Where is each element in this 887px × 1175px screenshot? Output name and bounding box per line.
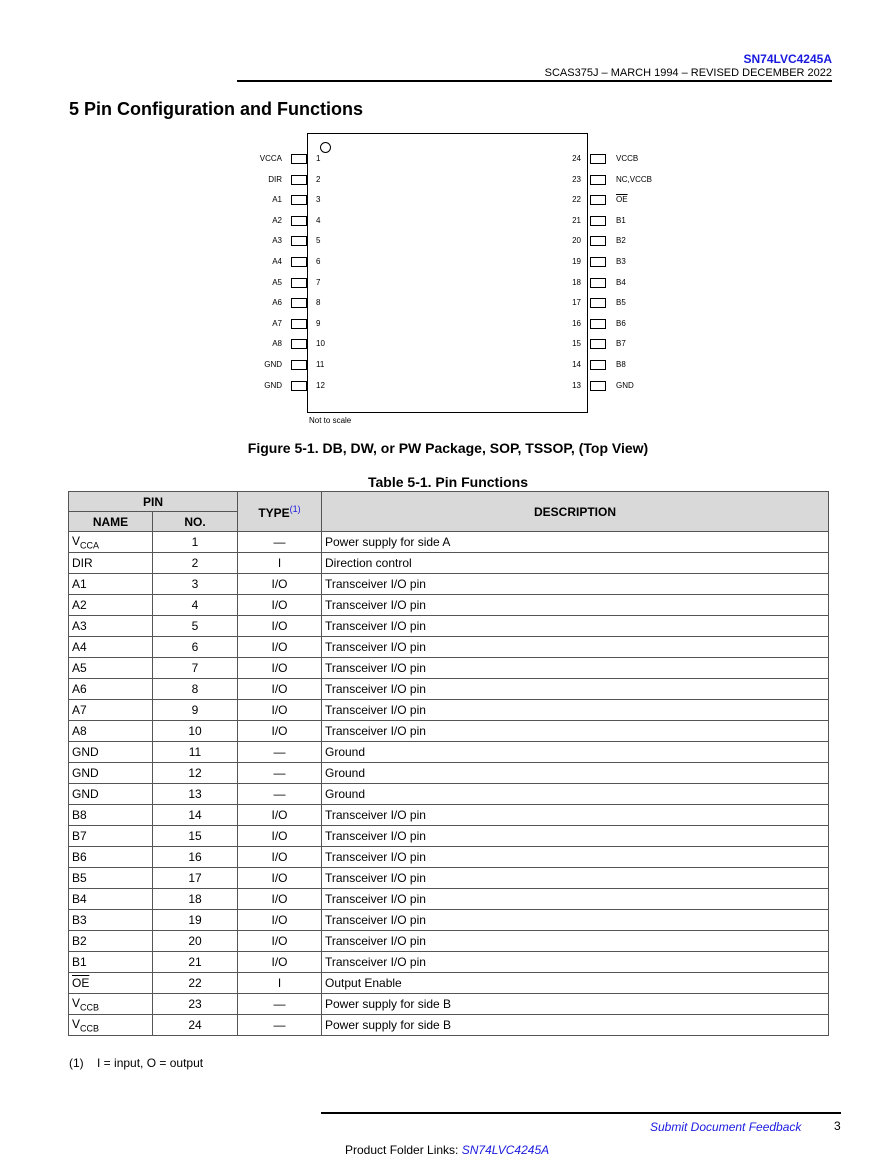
pin-description-cell: Transceiver I/O pin <box>322 910 829 931</box>
pin-name-cell: A3 <box>69 616 153 637</box>
pin-name-cell: B3 <box>69 910 153 931</box>
pin-number-cell: 18 <box>153 889 238 910</box>
pin-number-cell: 15 <box>153 826 238 847</box>
pin-description-cell: Transceiver I/O pin <box>322 847 829 868</box>
pin-number-left: 10 <box>316 339 325 348</box>
pin-name-cell: A6 <box>69 679 153 700</box>
pin-lead-left <box>291 360 307 370</box>
pin-number-cell: 4 <box>153 595 238 616</box>
pin-description-cell: Transceiver I/O pin <box>322 574 829 595</box>
pin-name-cell: B7 <box>69 826 153 847</box>
pin-number-cell: 10 <box>153 721 238 742</box>
pin-name-cell: $\overline{OE}$ <box>69 973 153 994</box>
pin-type-cell: I/O <box>238 574 322 595</box>
pin-lead-right <box>590 319 606 329</box>
table-row <box>69 763 829 784</box>
pin-type-cell: — <box>238 1015 322 1036</box>
pin-description-cell: Ground <box>322 784 829 805</box>
package-outline <box>307 133 588 413</box>
pin-type-cell: — <box>238 784 322 805</box>
pin-number-left: 1 <box>316 154 321 163</box>
table-row <box>69 952 829 973</box>
pin-name-cell: B4 <box>69 889 153 910</box>
pin-label-right: B8 <box>616 360 626 369</box>
pin-label-left: DIR <box>268 175 282 184</box>
pin-number-cell: 9 <box>153 700 238 721</box>
pin-description-cell: Ground <box>322 742 829 763</box>
table-row <box>69 847 829 868</box>
pin-number-left: 7 <box>316 278 321 287</box>
table-row <box>69 616 829 637</box>
pin-name-cell: $V_{CCB}$ <box>69 994 153 1015</box>
pin-type-cell: I/O <box>238 700 322 721</box>
pin-label-right: B7 <box>616 339 626 348</box>
pin-number-cell: 11 <box>153 742 238 763</box>
pin-type-cell: I/O <box>238 868 322 889</box>
pin-description-cell: Output Enable <box>322 973 829 994</box>
pin-type-cell: — <box>238 532 322 553</box>
pin-number-right: 17 <box>572 298 581 307</box>
pin-type-cell: I/O <box>238 616 322 637</box>
pin-label-left: A6 <box>272 298 282 307</box>
pin-label-right: GND <box>616 381 634 390</box>
pin-lead-left <box>291 216 307 226</box>
pin-label-right: B5 <box>616 298 626 307</box>
pin-number-right: 20 <box>572 236 581 245</box>
pin-functions-table <box>68 491 829 1036</box>
pin-number-cell: 14 <box>153 805 238 826</box>
pin-number-cell: 7 <box>153 658 238 679</box>
table-row <box>69 532 829 553</box>
pin-number-left: 5 <box>316 236 321 245</box>
pin-label-right: B4 <box>616 278 626 287</box>
pin-name-cell: GND <box>69 742 153 763</box>
pin-name-cell: A8 <box>69 721 153 742</box>
table-row <box>69 868 829 889</box>
pin-number-right: 22 <box>572 195 581 204</box>
pin-number-cell: 6 <box>153 637 238 658</box>
pin-lead-left <box>291 236 307 246</box>
header-no: NO. <box>153 512 238 532</box>
pin-number-left: 2 <box>316 175 321 184</box>
pin-description-cell: Transceiver I/O pin <box>322 931 829 952</box>
pin-lead-right <box>590 278 606 288</box>
pin-number-cell: 3 <box>153 574 238 595</box>
table-row <box>69 679 829 700</box>
pin-number-cell: 12 <box>153 763 238 784</box>
pin-name-cell: A2 <box>69 595 153 616</box>
pin-number-cell: 24 <box>153 1015 238 1036</box>
pin-number-right: 23 <box>572 175 581 184</box>
pin-description-cell: Transceiver I/O pin <box>322 658 829 679</box>
pin-lead-right <box>590 339 606 349</box>
pin-lead-right <box>590 381 606 391</box>
pin-lead-right <box>590 298 606 308</box>
pin-lead-left <box>291 298 307 308</box>
header-name: NAME <box>69 512 153 532</box>
pin-lead-left <box>291 278 307 288</box>
pin-name-cell: B2 <box>69 931 153 952</box>
pin-lead-left <box>291 339 307 349</box>
pin-number-right: 15 <box>572 339 581 348</box>
pin-lead-left <box>291 381 307 391</box>
pin-number-cell: 1 <box>153 532 238 553</box>
pin-label-right: B2 <box>616 236 626 245</box>
pin-description-cell: Transceiver I/O pin <box>322 805 829 826</box>
pin-name-cell: B6 <box>69 847 153 868</box>
pin-number-left: 12 <box>316 381 325 390</box>
pin-description-cell: Transceiver I/O pin <box>322 826 829 847</box>
pin-label-left: GND <box>264 381 282 390</box>
pin-number-left: 11 <box>316 360 325 369</box>
pin-number-cell: 8 <box>153 679 238 700</box>
pin-label-left: A3 <box>272 236 282 245</box>
pin-type-cell: I/O <box>238 805 322 826</box>
pin-name-cell: $V_{CCA}$ <box>69 532 153 553</box>
pin-number-cell: 22 <box>153 973 238 994</box>
pin-number-right: 16 <box>572 319 581 328</box>
pin-number-right: 14 <box>572 360 581 369</box>
header-description: DESCRIPTION <box>322 492 829 532</box>
pin-description-cell: Transceiver I/O pin <box>322 721 829 742</box>
pin-type-cell: I/O <box>238 637 322 658</box>
pin-description-cell: Transceiver I/O pin <box>322 595 829 616</box>
pin-number-cell: 13 <box>153 784 238 805</box>
table-row <box>69 637 829 658</box>
pin-label-right: B3 <box>616 257 626 266</box>
pin-name-cell: GND <box>69 763 153 784</box>
table-row <box>69 805 829 826</box>
pin-number-right: 24 <box>572 154 581 163</box>
table-row <box>69 994 829 1015</box>
table-row <box>69 910 829 931</box>
pin-number-cell: 23 <box>153 994 238 1015</box>
pin-type-cell: I/O <box>238 826 322 847</box>
pin-label-left: A7 <box>272 319 282 328</box>
pin-label-left: VCCA <box>259 154 282 163</box>
pin-label-left: A8 <box>272 339 282 348</box>
pin-description-cell: Power supply for side B <box>322 994 829 1015</box>
footer-rule <box>321 1112 841 1114</box>
pin-type-cell: — <box>238 742 322 763</box>
pin-lead-right <box>590 257 606 267</box>
pin-number-cell: 2 <box>153 553 238 574</box>
table-row <box>69 784 829 805</box>
table-row <box>69 826 829 847</box>
pin-label-right: B1 <box>616 216 626 225</box>
pin-type-cell: I/O <box>238 595 322 616</box>
table-row <box>69 595 829 616</box>
pin-number-left: 8 <box>316 298 321 307</box>
pin-description-cell: Transceiver I/O pin <box>322 700 829 721</box>
pin-type-cell: — <box>238 763 322 784</box>
footnote-text: I = input, O = output <box>97 1056 204 1070</box>
pin-description-cell: Direction control <box>322 553 829 574</box>
pin-type-cell: I/O <box>238 910 322 931</box>
pin-lead-left <box>291 319 307 329</box>
product-folder-label: Product Folder Links: <box>345 1143 462 1157</box>
table-row <box>69 931 829 952</box>
pin-number-cell: 21 <box>153 952 238 973</box>
pin-lead-left <box>291 154 307 164</box>
pin-lead-right <box>590 360 606 370</box>
pin-label-right: VCCB <box>616 154 639 163</box>
table-row <box>69 700 829 721</box>
pin-type-cell: — <box>238 994 322 1015</box>
pin-number-cell: 5 <box>153 616 238 637</box>
document-revision: SCAS375J – MARCH 1994 – REVISED DECEMBER 2022 <box>544 67 832 79</box>
pin-number-right: 19 <box>572 257 581 266</box>
header-type-label: TYPE <box>258 505 290 520</box>
table-row <box>69 742 829 763</box>
footnote-marker: (1) <box>69 1056 84 1070</box>
pin-label-left: A5 <box>272 278 282 287</box>
pin-number-left: 9 <box>316 319 321 328</box>
table-row <box>69 574 829 595</box>
pin-lead-right <box>590 236 606 246</box>
table-caption: Table 5-1. Pin Functions <box>368 474 528 490</box>
pin-description-cell: Ground <box>322 763 829 784</box>
pin-label-left: A4 <box>272 257 282 266</box>
pin-number-right: 21 <box>572 216 581 225</box>
pin-description-cell: Transceiver I/O pin <box>322 952 829 973</box>
pin-description-cell: Transceiver I/O pin <box>322 889 829 910</box>
product-folder-link[interactable]: SN74LVC4245A <box>461 1143 550 1157</box>
section-title: 5 Pin Configuration and Functions <box>69 99 363 119</box>
header-rule <box>237 80 832 82</box>
pin-description-cell: Power supply for side A <box>322 532 829 553</box>
pin-lead-right <box>590 154 606 164</box>
pin-name-cell: A7 <box>69 700 153 721</box>
table-row <box>69 973 829 994</box>
pin-lead-right <box>590 195 606 205</box>
scale-note: Not to scale <box>309 416 352 425</box>
table-row <box>69 889 829 910</box>
figure-caption: Figure 5-1. DB, DW, or PW Package, SOP, TSSOP, (Top View) <box>247 440 649 456</box>
pin-type-cell: I/O <box>238 679 322 700</box>
pin-name-cell: B5 <box>69 868 153 889</box>
pin-description-cell: Power supply for side B <box>322 1015 829 1036</box>
pin-name-cell: A1 <box>69 574 153 595</box>
pin-description-cell: Transceiver I/O pin <box>322 616 829 637</box>
page-number: 3 <box>834 1119 841 1133</box>
pin-number-cell: 20 <box>153 931 238 952</box>
pin-lead-left <box>291 257 307 267</box>
footnote <box>69 1056 203 1070</box>
table-row <box>69 1015 829 1036</box>
product-folder-links <box>345 1143 549 1157</box>
pin-name-cell: DIR <box>69 553 153 574</box>
pin-label-right: B6 <box>616 319 626 328</box>
pin-name-cell: B1 <box>69 952 153 973</box>
pin-type-cell: I/O <box>238 889 322 910</box>
pin-number-cell: 17 <box>153 868 238 889</box>
pin-label-right: NC,VCCB <box>616 175 653 184</box>
pin-type-cell: I/O <box>238 847 322 868</box>
pin-label-left: A1 <box>272 195 282 204</box>
pin-description-cell: Transceiver I/O pin <box>322 637 829 658</box>
pin-name-cell: A5 <box>69 658 153 679</box>
table-row <box>69 721 829 742</box>
submit-feedback-link[interactable]: Submit Document Feedback <box>650 1120 802 1134</box>
pin-number-left: 3 <box>316 195 321 204</box>
pin-type-cell: I <box>238 553 322 574</box>
pin-lead-left <box>291 175 307 185</box>
pin-number-left: 4 <box>316 216 321 225</box>
pin-type-cell: I/O <box>238 931 322 952</box>
pin-lead-right <box>590 216 606 226</box>
pin-label-left: A2 <box>272 216 282 225</box>
pin-name-cell: GND <box>69 784 153 805</box>
footnote-ref-link[interactable]: (1) <box>289 503 301 514</box>
pin-description-cell: Transceiver I/O pin <box>322 868 829 889</box>
pin-name-cell: $V_{CCB}$ <box>69 1015 153 1036</box>
pin-type-cell: I/O <box>238 721 322 742</box>
pin-lead-left <box>291 195 307 205</box>
pin-label-left: GND <box>264 360 282 369</box>
part-number: SN74LVC4245A <box>743 52 832 66</box>
header-type <box>238 492 322 532</box>
pin-number-cell: 19 <box>153 910 238 931</box>
pin1-indicator <box>320 142 331 153</box>
header-pin: PIN <box>69 492 238 512</box>
pin-description-cell: Transceiver I/O pin <box>322 679 829 700</box>
pin-number-left: 6 <box>316 257 321 266</box>
pin-number-cell: 16 <box>153 847 238 868</box>
pin-type-cell: I <box>238 973 322 994</box>
pin-type-cell: I/O <box>238 952 322 973</box>
pin-lead-right <box>590 175 606 185</box>
pin-name-cell: A4 <box>69 637 153 658</box>
pin-number-right: 13 <box>572 381 581 390</box>
table-row <box>69 658 829 679</box>
pin-label-right: $\overline{OE}$ <box>616 195 628 204</box>
pin-number-right: 18 <box>572 278 581 287</box>
pin-name-cell: B8 <box>69 805 153 826</box>
table-row <box>69 553 829 574</box>
pin-type-cell: I/O <box>238 658 322 679</box>
